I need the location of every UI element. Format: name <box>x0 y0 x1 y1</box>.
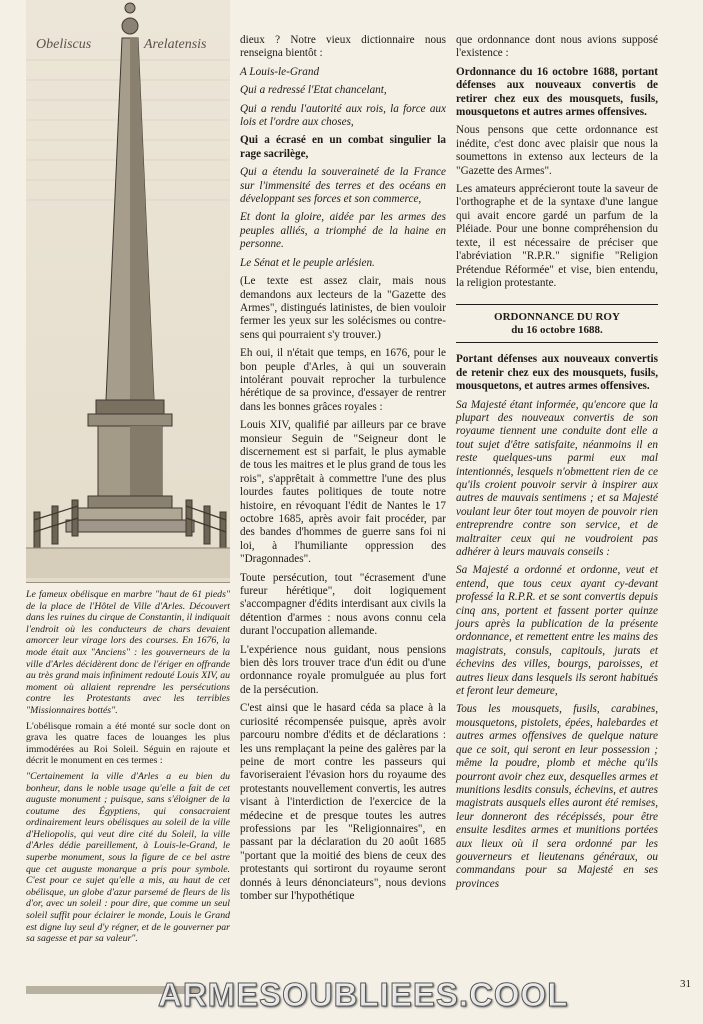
inscription-line: A Louis-le-Grand <box>240 65 320 78</box>
paragraph: que ordonnance dont nous avions supposé l'existence : <box>456 34 658 60</box>
figure-caption <box>26 589 230 945</box>
right-column <box>456 34 658 896</box>
caption-paragraph: L'obélisque romain a été monté sur socle dont on grava les quatre faces de louanges les plus immodérées au Roi Soleil. Séguin en rajoute et décrit le monument en ces termes : <box>26 720 230 767</box>
ordinance-text: Sa Majesté a ordonné et ordonne, veut et entend, que tous ceux ayant cy-devant professé la R.P.R. et se sont convertis depuis cinq ans, portent et fassent porter quinze jours après la publication de la présente ordonnance, et remettent entre les mains des magistrats, consuls, capitouls, jurats et échevins des villes, bourgs, paroisses, et autres lieux dans lesquels ils seront habitués et feront leur demeure, <box>456 564 658 698</box>
paragraph: Nous pensons que cette ordonnance est inédite, c'est donc avec plaisir que nous la soumettons in extenso aux lecteurs de la "Gazette des Armes". <box>456 124 658 177</box>
engraving-title-left: Obeliscus <box>36 37 92 52</box>
inscription-line: Qui a étendu la souveraineté de la France sur l'immensité des terres et des océans en développant ses forces et son commerce, <box>240 166 446 206</box>
paragraph: Toute persécution, tout "écrasement d'une fureur hérétique", doit logiquement s'accompagner d'édits interdisant aux civils la détention d'armes : nous avons connu cela durant l'occupation allemande. <box>240 571 446 638</box>
inscription-line: Qui a écrasé en un combat singulier la rage sacrilège, <box>240 134 446 160</box>
inscription-line: Le Sénat et le peuple arlésien. <box>240 256 375 269</box>
page-number: 31 <box>680 978 691 990</box>
ordinance-heading-box <box>456 304 658 343</box>
ordinance-subtitle: Portant défenses aux nouveaux convertis de retenir chez eux des mousquets, fusils, mousquetons, et autres armes offensives. <box>456 353 658 393</box>
ordinance-date: du 16 octobre 1688. <box>511 324 603 337</box>
inscription-line: Qui a redressé l'Etat chancelant, <box>240 84 387 97</box>
paragraph: Louis XIV, qualifié par ailleurs par ce brave monsieur Seguin de "Seigneur dont le discernement est si parfait, le plus aymable de tous les maitres et le plus grand de tous les rois", s'apprêtait à commettre l'une des plus lourdes fautes politiques de toute notre histoire, en révoquant l'édit de Nantes le 17 octobre 1685, après avoir fait procéder, par des bandes d'hommes de guerre sans foi ni loi, à l'humiliante oppression des "Dragonnades". <box>240 419 446 566</box>
obelisk-illustration <box>26 0 230 582</box>
paragraph: L'expérience nous guidant, nous pensions bien dès lors trouver trace d'un édit ou d'une ordonnance royale promulguée au plus fort de la persécution. <box>240 643 446 696</box>
middle-column <box>240 34 446 908</box>
obelisk-engraving <box>26 0 230 583</box>
paragraph: C'est ainsi que le hasard céda sa place à la curiosité récompensée puisque, après avoir parcouru nombre d'édits et de déclarations : les uns remplaçant la peine des galères par la peine de mort contre les passeurs qui favoriseraient l'évasion hors du royaume des protestants nouvellement convertis, les autres visant à l'interdiction de l'exercice de la médecine et de presque toutes les autres professions par les "Religionnaires", en passant par la déclaration du 20 août 1685 "portant que la moitié des biens de ceux des protestants qui sortiront du royaume seront donnés à leurs dénonciateurs", nous devions tomber sur l'hypothétique <box>240 702 446 902</box>
engraving-title-right: Arelatensis <box>144 37 207 52</box>
ordinance-text: Tous les mousquets, fusils, carabines, mousquetons, pistolets, épées, halebardes et autres armes offensives de quelque nature que ce soit, qui seront en leur possession ; même la poudre, plomb et mèche qu'ils pourront avoir chez eux, desquelles armes et munitions lesdits consuls, échevins, et autres magistrats ausquels elles auront été remises, leur donneront des récépissés, pour être ensuite lesdites armes et munitions portées aux lieux où il sera ordonné par les gouverneurs et lieutenans généraux, ou commandans pour sa Majesté en ses provinces <box>456 703 658 890</box>
inscription-line: Qui a rendu l'autorité aux rois, la force aux lois et l'ordre aux choses, <box>240 102 446 129</box>
ordinance-heading: ORDONNANCE DU ROY <box>494 311 620 324</box>
ordinance-title: Ordonnance du 16 octobre 1688, portant défenses aux nouveaux convertis de retirer chez eux des mousquets, fusils, mousquetons et autres armes offensives. <box>456 65 658 119</box>
paragraph: (Le texte est assez clair, mais nous demandons aux lecteurs de la "Gazette des Armes", distingués latinistes, de bien vouloir fermer les yeux sur les solécismes ou contre-sens qui pourraient s'y trouver.) <box>240 275 446 341</box>
caption-quote: "Certainement la ville d'Arles a eu bien du bonheur, dans le noble usage qu'elle a fait de cet auguste monument ; puisque, sans s'éloigner de la coutume des Égyptiens, qui consacraient ordinairement leurs obélisques au soleil de la ville d'Heliopolis, qui veut dire cité du Soleil, la ville d'Arles dédie pareillement, à Louis-le-Grand, le superbe monument, sous la figure de ce bel astre que cet auguste monarque a pris pour symbole. C'est pour ce sujet qu'elle a mis, au haut de cet obélisque, un globe d'azur parsemé de fleurs de lis d'or, avec un soleil : pour dire, que comme un seul soleil suffit pour éclairer le monde, Louis le Grand est digne luy seul d'y régner, et de le gouverner par sa sagesse et par sa valeur". <box>26 770 230 945</box>
paragraph: dieux ? Notre vieux dictionnaire nous renseigna bientôt : <box>240 34 446 60</box>
paragraph: Les amateurs apprécieront toute la saveur de l'orthographe et de la syntaxe d'une langue qui avait encore gardé un parfum de la Pléiade. Pour une bonne compréhension du texte, il est nécessaire de préciser que l'abréviation "R.P.R." signifie "Religion Prétendue Réformée" et vise, bien entendu, la religion protestante. <box>456 183 658 289</box>
paragraph: Eh oui, il n'était que temps, en 1676, pour le bon peuple d'Arles, à qui un souverain intolérant pouvait reprocher la turbulence hérétique de sa province, d'essayer de rentrer dans les bonnes grâces royales : <box>240 347 446 413</box>
inscription-line: Et dont la gloire, aidée par les armes des peuples alliés, a triomphé de la haine en personne. <box>240 211 446 251</box>
watermark: ARMESOUBLIEES.COOL <box>158 976 569 1013</box>
caption-paragraph: Le fameux obélisque en marbre "haut de 61 pieds" de la place de l'Hôtel de Ville d'Arles. Découvert dans les ruines du cirque de Constantin, il indiquait l'endroit où les conducteurs de chars devaient amorcer leur virage lors des courses. En 1676, la mode était aux "Anciens" : les gouverneurs de la ville d'Arles décidèrent donc de l'ériger en offrande au très grand mais infiniment redouté Louis XIV, au moment où allaient reprendre les persécutions contre les Protestants avec les terribles "Missionnaires bottés". <box>26 589 230 716</box>
left-column <box>26 0 230 949</box>
ordinance-text: Sa Majesté étant informée, qu'encore que la plupart des nouveaux convertis de son royaume tiennent une conduite dont elle a tout sujet d'être satisfaite, néanmoins il en reste quelques-uns parmi eux mal intentionnés, lesquels n'obmettent rien de ce qu'ils croient pouvoir servir à inspirer aux autres de mauvais sentimens ; et sa Majesté voulant leur ôter tout moyen de pouvoir rien entreprendre contre son service, et de maltraiter ceux qui ne voudroient pas adhérer à leurs mauvais conseils : <box>456 398 658 558</box>
